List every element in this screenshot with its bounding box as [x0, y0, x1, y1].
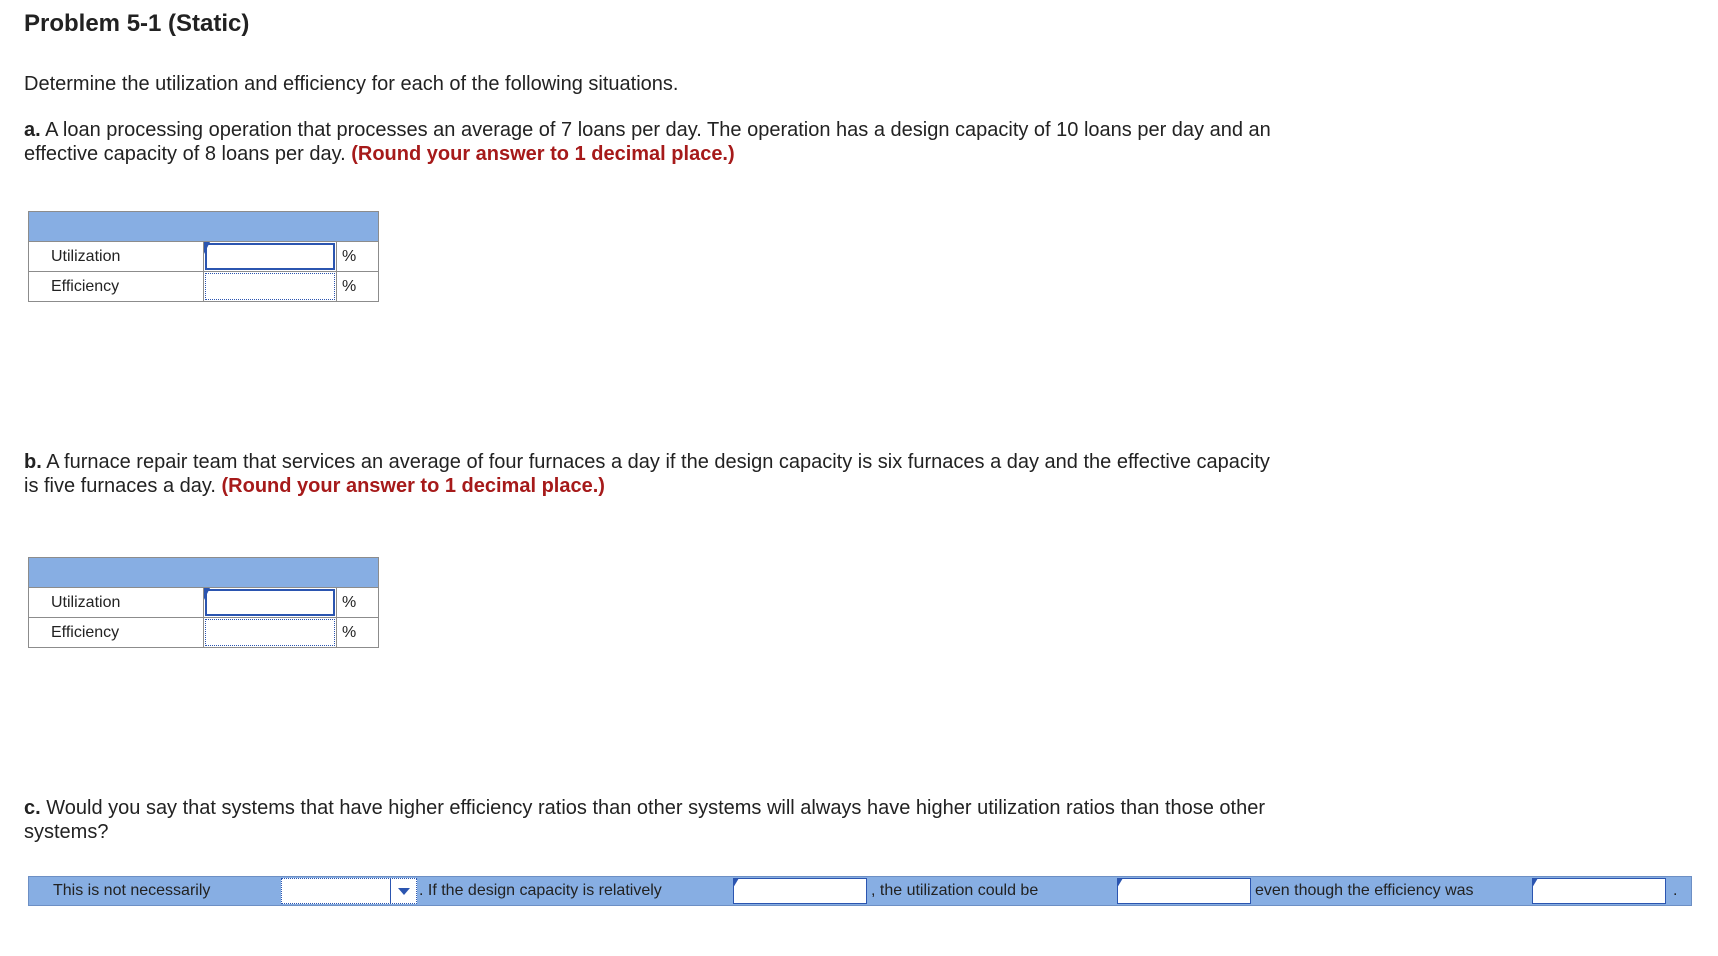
table-row	[29, 618, 379, 648]
part-a-answer-table	[28, 211, 379, 302]
part-c-input-1[interactable]	[733, 878, 867, 904]
efficiency-label: Efficiency	[29, 272, 204, 302]
part-a-hint: (Round your answer to 1 decimal place.)	[351, 143, 735, 165]
utilization-label: Utilization	[29, 588, 204, 618]
part-b-text: A furnace repair team that services an average of four furnaces a day if the design capacity is six furnaces a day and the effective capacity is five furnaces a day.	[24, 451, 1270, 497]
flag-icon	[204, 588, 210, 600]
part-c-segment-5: .	[1673, 882, 1678, 899]
percent-unit: %	[337, 618, 379, 648]
efficiency-label: Efficiency	[29, 618, 204, 648]
part-a-utilization-field[interactable]	[205, 243, 335, 270]
table-header-row	[29, 558, 379, 588]
part-c-letter: c.	[24, 797, 41, 819]
table-row	[29, 272, 379, 302]
part-a-text: A loan processing operation that processes an average of 7 loans per day. The operation has a design capacity of 10 loans per day and an effective capacity of 8 loans per day.	[24, 119, 1271, 165]
percent-unit: %	[337, 242, 379, 272]
part-a-efficiency-input[interactable]	[204, 272, 337, 302]
part-a-letter: a.	[24, 119, 41, 141]
part-c-input-3[interactable]	[1532, 878, 1666, 904]
flag-icon	[1532, 878, 1538, 888]
part-b-efficiency-input[interactable]	[204, 618, 337, 648]
part-b-efficiency-field[interactable]	[205, 619, 335, 646]
part-a-question	[24, 118, 1284, 166]
part-c-segment-1: This is not necessarily	[53, 882, 211, 899]
part-b-answer-table	[28, 557, 379, 648]
part-c-dropdown[interactable]	[281, 878, 417, 904]
flag-icon	[1117, 878, 1123, 888]
percent-unit: %	[337, 588, 379, 618]
page-title: Problem 5-1 (Static)	[24, 10, 250, 37]
part-b-letter: b.	[24, 451, 42, 473]
part-c-segment-4: even though the efficiency was	[1255, 882, 1474, 899]
part-b-utilization-field[interactable]	[205, 589, 335, 616]
part-c-input-2[interactable]	[1117, 878, 1251, 904]
intro-text: Determine the utilization and efficiency for each of the following situations.	[24, 73, 679, 95]
part-c-answer-row	[28, 876, 1692, 906]
part-c-segment-2: . If the design capacity is relatively	[419, 882, 662, 899]
table-row	[29, 242, 379, 272]
part-b-utilization-input[interactable]	[204, 588, 337, 618]
part-c-question	[24, 796, 1284, 844]
utilization-label: Utilization	[29, 242, 204, 272]
table-header-row	[29, 212, 379, 242]
part-b-question	[24, 450, 1284, 498]
part-a-utilization-input[interactable]	[204, 242, 337, 272]
flag-icon	[733, 878, 739, 888]
part-c-text: Would you say that systems that have higher efficiency ratios than other systems will always have higher utilization ratios than those other systems?	[24, 797, 1266, 843]
part-b-hint: (Round your answer to 1 decimal place.)	[221, 475, 605, 497]
part-c-segment-3: , the utilization could be	[871, 882, 1039, 899]
table-row	[29, 588, 379, 618]
percent-unit: %	[337, 272, 379, 302]
chevron-down-icon[interactable]	[390, 879, 416, 903]
part-a-efficiency-field[interactable]	[205, 273, 335, 300]
flag-icon	[204, 242, 210, 254]
